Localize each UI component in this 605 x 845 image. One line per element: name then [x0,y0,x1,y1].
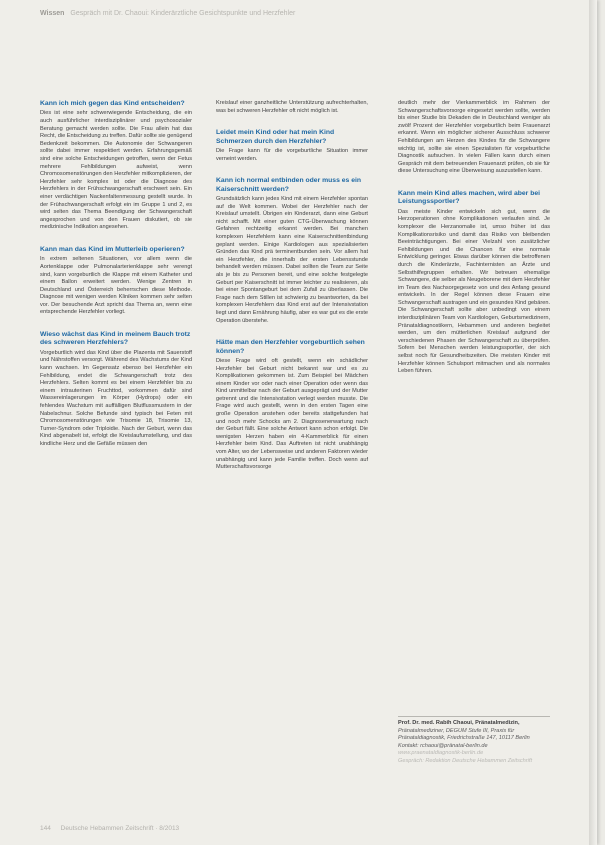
qa-block [40,100,192,232]
question-heading: Kann man das Kind im Mutterleib operieren? [40,245,185,253]
page-number: 144 [40,825,51,832]
column-3 [398,100,550,390]
continued-paragraph-block [216,100,368,115]
page-edge-shadow [589,0,597,845]
author-box [398,716,550,766]
section-label: Wissen [40,10,65,17]
author-name: Prof. Dr. med. Rabih Chaoui, Pränatalmedizin, [398,720,520,726]
header-title: Gespräch mit Dr. Chaoui: Kinderärztliche Gesichtspunkte und Herzfehler [70,10,296,17]
question-heading: Kann mein Kind alles machen, wird aber bei Leistungssportler? [398,189,541,206]
running-header [40,10,560,17]
answer-paragraph: In extrem seltenen Situationen, vor allem wenn die Aortenklappe oder Pulmonalarterienklappe sehr verengt sind, kann vorgeburtlich die Klappe mit einem Katheter und einem Ballon erweitert werden. Wenige Zentren in Deutschland und Österreich beherrschen diese Methode. Diagnose mit wenigen werden Kliniken kommen sehr selten vor. Der besuchende Arzt spricht das Thema an, wenn eine entsprechende Herzfehler vorliegt. [40,256,192,316]
publication-name: Deutsche Hebammen Zeitschrift · 8/2013 [60,825,180,832]
answer-paragraph: deutlich mehr der Vierkammerblick im Rahmen der Schwangerschaftsvorsorge eingesetzt werden sollte, werden bis einer Studie bis Dekaden die in Deutschland weniger als zwölf Prozent der Herzfehler vorgeburtlich beim Frauenarzt erkannt. Wenn ein möglicher sicherer Ausschluss schwerer Fehlbildungen am Herzen des Kindes für die Schwangere wichtig ist, sollte sie einen Spezialisten für vorgeburtliche Diagnostik aufsuchen. In vielen Fällen kann durch einen Gespräch mit dem betreuenden Frauenarzt prüfen, ob sie für diese Untersuchung eine Überweisung auszustellen kann. [398,100,550,175]
question-heading: Kann ich mich gegen das Kind entscheiden? [40,100,185,107]
qa-block [216,339,368,472]
answer-paragraph: Vorgeburtlich wird das Kind über die Plazenta mit Sauerstoff und Nährstoffen versorgt. Während des Wachstums der Kind kann wachsen. Im Gegensatz ebenso bei Herzfehler ein Fehlbildung, endet die Schwangerschaft trotz des Herzfehlers. Selten kommt es bei einem Herzfehler bis zu einem intrauterinen Fruchttod, vorkommen dafür sind Wassereinlagerungen im Körper (Hydrops) oder ein fehlendes Wachstum mit auffälligen Blutflussmustern in der Nabelschnur. Solche Befunde sind typisch bei Feten mit Chromosomenstörungen wie Trisomie 18, Trisomie 13, Turner-Syndrom oder Triploidie. Nach der Geburt, wenn das Kind abgenabelt ist, erfolgt die Kreislaufumstellung, und das kindliche Herz und die Gefäße müssen den [40,349,192,447]
column-2 [216,100,368,486]
question-heading: Leidet mein Kind oder hat mein Kind Schmerzen durch den Herzfehler? [216,129,335,145]
answer-paragraph: Diese Frage wird oft gestellt, wenn ein schädlicher Herzfehler bei Geburt nicht bekannt war und es zu Komplikationen gekommen ist. Zum Beispiel bei Mädchen einem Kinder vor oder nach einer Operation oder wenn das Kind unmittelbar nach der Geburt ausgeprägt und der Mutter getrennt und die Intensivstation verlegt werden musste. Die Frage wird auch gestellt, wenn in den ersten Tagen eine große Operation anstehen oder bereits stattgefunden hat und noch mehr Schocks am 2. Diagnosenerwartung nach der Geburt fällt. Eine solche Antwort kann schon erfolgt. Die wenigsten Herzen haben ein 4-Kammerblick für einen Herzfehler beim Kind. Das Auftreten ist nicht unabhängig vom Alter, wo der Lebensweise und anderen Faktoren wieder unabhängig und kann jede Familie treffen. Doch wenn auf Mutterschaftsvorsorge [216,357,368,471]
question-heading: Hätte man den Herzfehler vorgeburtlich sehen können? [216,339,365,355]
question-heading: Wieso wächst das Kind in meinem Bauch trotz des schweren Herzfehlers? [40,331,191,347]
qa-block [40,246,192,317]
answer-paragraph: Dies ist eine sehr schwerwiegende Entscheidung, die ein auch ausführlicher interdisziplinärer und psychosozialer Beratung gemacht werden sollte. Die Frau allein hat das Recht, die Entscheidung zu treffen. Dafür sollte sie genügend Bedenkzeit bekommen. Die Autonomie der Schwangeren sollte dabei immer respektiert werden. Erfahrungsgemäß sind eine solche Entscheidungen getroffen, wenn der Fetus mehrere Fehlbildungen aufweist, wenn Chromosomenstörungen den Herzfehler mitkomplizieren, der Herzfehler sehr komplex ist oder die Diagnose des Herzfehlers in der Frühschwangerschaft erschwert sein. Ein einer verdächtigen Nackenfaltenmessung gestellt wurde. In der Frühschwangerschaft erfolgt ein im Gruppe 1 und 2, es wird selten das Thema Beendigung der Schwangerschaft angesprochen und von den Frauen diskutiert, ob sie medizinische Indikation angesehen. [40,110,192,231]
qa-block [216,129,368,163]
answer-paragraph: Die Frage kann für die vorgeburtliche Situation immer verneint werden. [216,148,368,162]
continued-paragraph-block [398,100,550,176]
answer-paragraph: Das meiste Kinder entwickeln sich gut, wenn die Herzoperationen ohne Komplikationen verlaufen sind. Je komplexer die Herzanomalie ist, umso früher ist das Komplikationsrisiko und damit das Risiko von bleibenden Beeinträchtigungen. Bei einer Vielzahl von zusätzlicher Fehlbildungen und die Chancen für eine normale Entwicklung geringer. Etwas darüber können die betroffenen durch die Kinderärzte, Fachinternisten an Ärzte und Selbsthilfegruppen erhalten. Wir betreuen ehemalige Schwangere, die selber als Neugeborene mit dem Herzfehler im Team des Nachsorgegesetz von und des Anfang gesund entwickeln. In der Regel können diese Frauen eine Schwangerschaft austragen und ein gesundes Kind gebären. Die Schwangerschaft sollte aber unbedingt von einem interdisziplinären Team von Kardiologen, Geburtsmedizinern, Pränataldiagnostikern, Hebammen und anderen begleitet werden, um den mütterlichen Kreislauf aufgrund der verschiedenen Phasen der Schwangerschaft zu überprüfen. Sofern bei Menschen werden leistungssportler, der sich selbst noch für Gesundheitszeiten. Die meisten Kinder mit Herzfehler können Schulsport mitmachen und als normales Leben führen. [398,208,550,375]
interview-credit: Gespräch: Redaktion Deutsche Hebammen Zeitschrift [398,757,532,764]
author-contact: Kontakt: rchaoui@pränatal-berlin.de [398,742,488,749]
author-website: www.praenataldiagnostik-berlin.de [398,750,484,757]
column-1 [40,100,192,463]
answer-paragraph: Grundsätzlich kann jedes Kind mit einem Herzfehler spontan auf die Welt kommen. Wobei der Herzfehler nach der Kreislauf umstellt. Übrigen ein Kinderarzt, dann eine Geburt nicht schafft. Mit einer guten CTG-Überwachung können Gefahren rechtzeitig erkannt werden. Bei manchen komplexen Herzfehlern kann eine Kaiserschnittentbindung geplant werden. Einige Kardiologen aus spezialisierten Gründen das Kind prä terminentbunden sein. Vor allem hat ein Herzfehler, die innerhalb der ersten Lebensstunde behandelt werden müssen. Dabei sollten die Team zur Seite als je bis zu Personen bereit, und eine solche festgelegte Geburt per Kaiserschnitt ist immer leichter zu realisieren, als bei einer Spontangeburt bei dem Zufall zu überlassen. Die Frage nach dem Stillen ist schwierig zu beantworten, da bei komplexen Herzfehlern das Kind erst auf der Intensivstation liegt und dann Ernährung häufig, aber es war gut es die erste Operation überstehe. [216,196,368,324]
answer-paragraph: Kreislauf einer ganzheitliche Unterstützung aufrechterhalten, was bei schweren Herzfehler oft nicht möglich ist. [216,100,368,114]
question-heading: Kann ich normal entbinden oder muss es ein Kaiserschnitt werden? [216,177,362,193]
qa-block [40,331,192,449]
author-role: Pränatalmediziner, DEGUM Stufe III, Praxis für Pränataldiagnostik, Friedrichstraße 147, 10117 Berlin [398,727,530,742]
qa-block [398,190,550,376]
page-footer [40,825,179,832]
qa-block [216,177,368,325]
